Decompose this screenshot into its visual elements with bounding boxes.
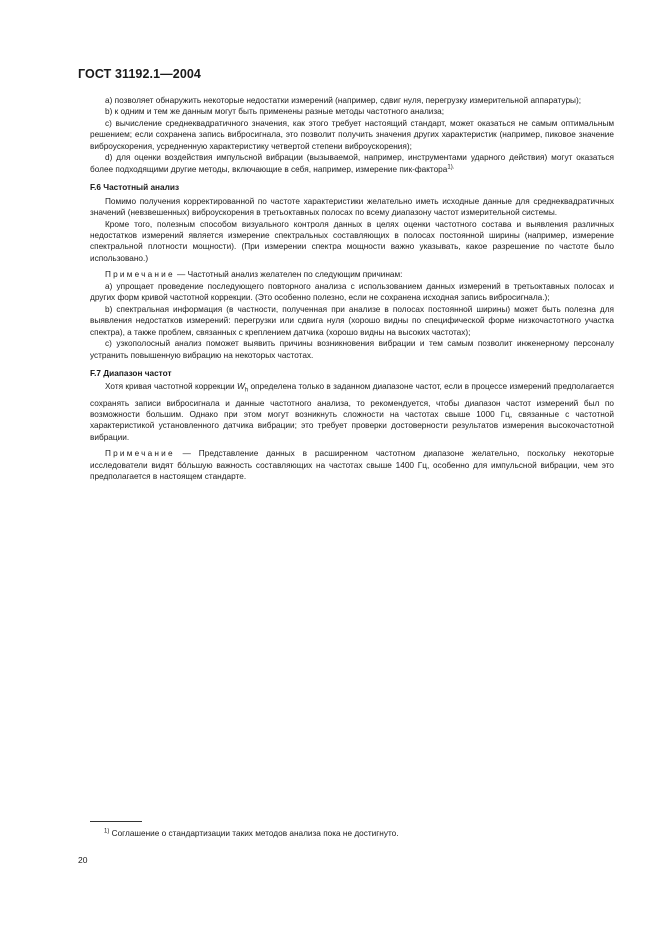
intro-item-d-text: d) для оценки воздействия импульсной вибрации (вызываемой, например, инструментами ударного действия) могут оказаться более подходящими другие методы, включающие в себя, например, измерение пик-фактора	[90, 153, 614, 174]
footnote	[104, 829, 399, 838]
section-f6-note	[90, 269, 614, 280]
section-f6-note-item-c: с) узкополосный анализ поможет выявить причины возникновения вибрации и тем самым позволит инженерному персоналу устранить повышенную вибрацию на некоторых частотах.	[90, 339, 614, 360]
document-body	[90, 95, 614, 483]
f7-text-end: определена только в заданном диапазоне частот, если в процессе измерений предполагается сохранять записи вибросигнала и данные частотного анализа, то рекомендуется, чтобы диапазон частот измерений был по возможности большим. Однако при этом могут возникнуть сложности на частотах свыше 1000 Гц, связанные с частотной характеристикой установленного датчика вибрации; это требует проверки достоверности результатов измерения высокочастотной вибрации.	[90, 382, 614, 442]
f7-text-start: Хотя кривая частотной коррекции	[105, 382, 237, 392]
section-f6-paragraph-1: Помимо получения корректированной по частоте характеристики желательно иметь исходные данные для среднеквадратичных значений (невзвешенных) виброускорения в третьоктавных полосах по всему диапазону частот измерительной системы.	[90, 196, 614, 218]
note-label: Примечание	[105, 449, 175, 459]
note-text: — Представление данных в расширенном частотном диапазоне желательно, поскольку некоторые исследователи видят бóльшую важность составляющих на частотах свыше 1400 Гц, особенно для импульсной вибрации, чем это предполагается в настоящем стандарте.	[90, 449, 614, 482]
section-f6-heading: F.6 Частотный анализ	[90, 183, 180, 193]
footnote-text: Соглашение о стандартизации таких методов анализа пока не достигнуто.	[111, 829, 399, 838]
wh-subscript: h	[244, 388, 249, 395]
intro-item-d	[90, 152, 614, 175]
note-label: Примечание	[105, 270, 175, 280]
page-header-title: ГОСТ 31192.1—2004	[78, 67, 201, 81]
section-f7-note	[90, 448, 614, 482]
section-f6-note-item-b: b) спектральная информация (в частности, полученная при анализе в полосах постоянной ширины) может быть полезна для выявления недостатков измерений: перегрузки или сдвига нуля (хорошо видны по специфической форме низкочастотного участка спектра), а также проблем, связанных с креплением датчика (хорошо видны на высоких частотах);	[90, 304, 614, 337]
section-f6-paragraph-2: Кроме того, полезным способом визуального контроля данных в целях оценки частотного состава и выявления различных недостатков измерений является измерение спектральных составляющих в полосах постоянной ширины (например, измерение спектральной плотности мощности). (При измерении спектра мощности важно указывать, какое разрешение по частоте было использовано.)	[90, 219, 614, 263]
wh-symbol: W	[236, 382, 245, 392]
note-text: — Частотный анализ желателен по следующим причинам:	[174, 270, 403, 280]
page-number: 20	[78, 855, 88, 865]
intro-item-c: с) вычисление среднеквадратичного значения, как этого требует настоящий стандарт, может оказаться не самым оптимальным решением; если сохранена запись вибросигнала, это позволит получить значения других характеристик (например, пиковое значение виброускорения, усредненную характеристику четвертой степени виброускорения);	[90, 118, 614, 151]
section-f6-note-item-a: а) упрощает проведение последующего повторного анализа с использованием данных измерений в третьоктавных полосах и других форм кривой частотной коррекции. (Это особенно полезно, если не сохранена исходная запись вибросигнала.);	[90, 281, 614, 303]
footnote-divider	[90, 821, 142, 822]
footnote-ref: 1).	[447, 163, 455, 170]
intro-item-b: b) к одним и тем же данным могут быть применены разные методы частотного анализа;	[105, 107, 445, 117]
footnote-marker: 1)	[104, 828, 110, 835]
section-f7-heading: F.7 Диапазон частот	[90, 368, 172, 378]
intro-item-a: а) позволяет обнаружить некоторые недостатки измерений (например, сдвиг нуля, перегрузку измерительной аппаратуры);	[105, 96, 582, 105]
section-f7-paragraph-1	[90, 381, 614, 443]
